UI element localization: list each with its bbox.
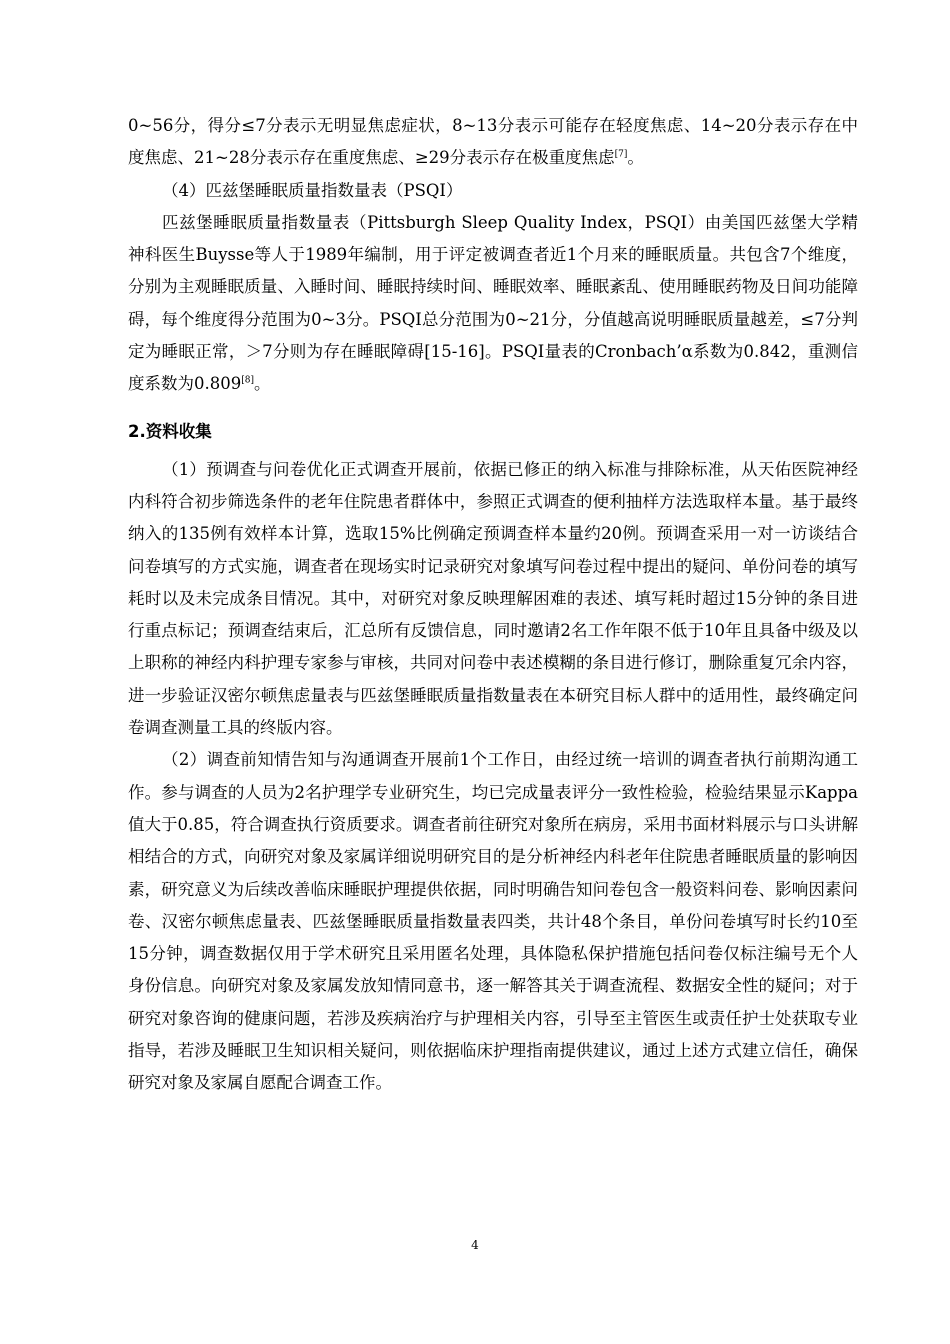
document-body [128,110,858,1100]
paragraph-text: 匹兹堡睡眠质量指数量表（Pittsburgh Sleep Quality Index，PSQI）由美国匹兹堡大学精神科医生Buysse等人于1989年编制，用于评定被调查者近1个月来的睡眠质量。共包含7个维度，分别为主观睡眠质量、入睡时间、睡眠持续时间、睡眠效率、睡眠紊乱、使用睡眠药物及日间功能障碍，每个维度得分范围为0~3分。PSQI总分范围为0~21分，分值越高说明睡眠质量越差，≤7分判定为睡眠正常，＞7分则为存在睡眠障碍[15-16]。PSQI量表的Cronbach’α系数为0.842，重测信度系数为0.809 [128,212,858,394]
subheading-psqi: （4）匹兹堡睡眠质量指数量表（PSQI） [162,180,463,200]
section-title: 2.资料收集 [128,421,212,441]
paragraph-end: 。 [627,148,644,168]
paragraph-informed-consent: （2）调查前知情告知与沟通调查开展前1个工作日，由经过统一培训的调查者执行前期沟通工作。参与调查的人员为2名护理学专业研究生，均已完成量表评分一致性检验，检验结果显示Kappa值大于0.85，符合调查执行资质要求。调查者前往研究对象所在病房，采用书面材料展示与口头讲解相结合的方式，向研究对象及家属详细说明研究目的是分析神经内科老年住院患者睡眠质量的影响因素，研究意义为后续改善临床睡眠护理提供依据，同时明确告知问卷包含一般资料问卷、影响因素问卷、汉密尔顿焦虑量表、匹兹堡睡眠质量指数量表四类，共计48个条目，单份问卷填写时长约10至15分钟，调查数据仅用于学术研究且采用匿名处理，具体隐私保护措施包括问卷仅标注编号无个人身份信息。向研究对象及家属发放知情同意书，逐一解答其关于调查流程、数据安全性的疑问；对于研究对象咨询的健康问题，若涉及疾病治疗与护理相关内容，引导至主管医生或责任护士处获取专业指导，若涉及睡眠卫生知识相关疑问，则依据临床护理指南提供建议，通过上述方式建立信任，确保研究对象及家属自愿配合调查工作。 [128,750,858,1093]
paragraph-end: 。 [254,374,271,394]
citation: [7] [614,149,628,160]
paragraph-pre-survey: （1）预调查与问卷优化正式调查开展前，依据已修正的纳入标准与排除标准，从天佑医院神经内科符合初步筛选条件的老年住院患者群体中，参照正式调查的便利抽样方法选取样本量。基于最终纳入的135例有效样本计算，选取15%比例确定预调查样本量约20例。预调查采用一对一访谈结合问卷填写的方式实施，调查者在现场实时记录研究对象填写问卷过程中提出的疑问、单份问卷的填写耗时以及未完成条目情况。其中，对研究对象反映理解困难的表述、填写耗时超过15分钟的条目进行重点标记；预调查结束后，汇总所有反馈信息，同时邀请2名工作年限不低于10年且具备中级及以上职称的神经内科护理专家参与审核，共同对问卷中表述模糊的条目进行修订，删除重复冗余内容，进一步验证汉密尔顿焦虑量表与匹兹堡睡眠质量指数量表在本研究目标人群中的适用性，最终确定问卷调查测量工具的终版内容。 [128,459,858,738]
paragraph-psqi-description [128,207,858,401]
paragraph-hama-scoring [128,110,858,175]
paragraph-text: 0~56分，得分≤7分表示无明显焦虑症状，8~13分表示可能存在轻度焦虑、14~20分表示存在中度焦虑、21~28分表示存在重度焦虑、≥29分表示存在极重度焦虑 [128,116,858,168]
page-number: 4 [471,1238,479,1252]
citation: [8] [241,375,254,386]
